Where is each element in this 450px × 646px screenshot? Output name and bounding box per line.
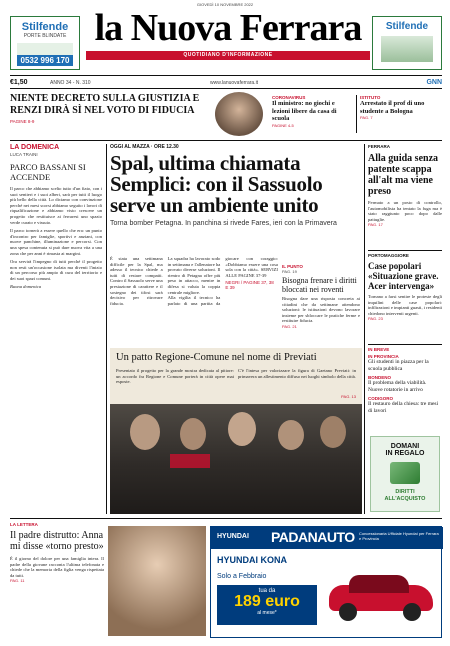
left-paragraph: Il parco che abbiamo scelto tutto d'un fiato, con i suoi sentieri e i suoi alberi, sarà per tutti il luogo più bello della città. Lo diciamo con convinzione perché nei mesi scorsi abbiamo seguito i lavori di riqualificazione e abbiamo visto crescere un progetto che restituisce ai ferraresi uno spazio verde curato e vissuto. bbox=[10, 186, 102, 225]
main-paragraph: Alla vigilia il tecnico ha parlato di una partita da giocare con coraggio: «Dobbiamo essere una cosa sola con la città». SERVIZI ALLE PAGINE 37-39 bbox=[167, 256, 278, 306]
right1-body: Fermato a un posto di controllo, l'automobilista ha tentato la fuga ma è stato raggiunto poco dopo dalle pattuglie. bbox=[368, 200, 442, 222]
car-illustration bbox=[323, 563, 437, 623]
mid-ref: PAG. 21 bbox=[282, 323, 297, 329]
brief-kicker: IN BREVE bbox=[368, 347, 390, 352]
right1-section: FERRARA bbox=[368, 144, 390, 149]
ad-price: 189 euro bbox=[234, 593, 300, 610]
brief-text: Il restauro della chiesa: tre mesi di lavori bbox=[368, 401, 439, 414]
left-title: PARCO BASSANI SI ACCENDE bbox=[10, 162, 86, 182]
mid-kicker: IL PUNTO bbox=[282, 264, 303, 269]
left-paragraph: Ora servirà l'impegno di tutti perché il progetto non resti un'occasione isolata ma diventi l'inizio di un percorso più ampio di cura del territorio e dei suoi spazi comuni. bbox=[10, 259, 102, 281]
teaser-istituto[interactable] bbox=[360, 95, 442, 135]
right1-ref: PAG. 17 bbox=[368, 222, 383, 228]
masthead-title: la Nuova Ferrara bbox=[94, 7, 362, 49]
masthead-tagline: QUOTIDIANO D'INFORMAZIONE bbox=[86, 51, 370, 60]
gift-icon bbox=[390, 462, 420, 484]
ad-brand-right: Stilfende bbox=[385, 21, 429, 32]
main-deck: Torna bomber Petagna. In panchina si rivede Fares, ieri con la Primavera bbox=[110, 220, 337, 227]
right2-title: Case popolari «Situazione grave. Acer intervenga» bbox=[368, 261, 439, 291]
main-ref: NEGRI / PAGINE 37, 38 E 39 bbox=[225, 280, 274, 291]
promo-cta: DIRITTI ALL'ACQUISTO bbox=[384, 489, 426, 502]
teaser2-title: Arrestato il prof di uno studente a Bologna bbox=[360, 100, 425, 115]
list-item[interactable] bbox=[368, 354, 442, 372]
teaser1-kicker: CORONAVIRUS bbox=[272, 95, 306, 100]
left-author: LUCA TRAINI bbox=[10, 152, 38, 157]
website-link[interactable]: www.lanuovaferrara.it bbox=[210, 80, 259, 86]
brief-head: CODIGORO bbox=[368, 396, 394, 401]
main-paragraph: È stata una settimana difficile per la Spal, ma adesso il tecnico chiede a tutti di restare compatti. Contro il Sassuolo serve una prestazione di carattere e il sostegno dei tifosi sarà decisivo per ritrovare fiducia. bbox=[110, 256, 163, 306]
ad-dealer-info: Concessionaria Ufficiale Hyundai per Ferrara e Provincia bbox=[359, 531, 439, 541]
brief-text: Il problema della viabilità. Nuove rotatorie in arrivo bbox=[368, 380, 427, 393]
teaser2-ref: PAG. 7 bbox=[360, 115, 373, 120]
list-item[interactable] bbox=[368, 396, 442, 414]
hyundai-ad[interactable] bbox=[210, 526, 442, 638]
photo-story-title: Un patto Regione-Comune nel nome di Previati bbox=[116, 352, 317, 363]
mid-body: Bisogna dare una risposta concreta ai cittadini che da settimane attendono soluzioni: le istituzioni devono lavorare insieme per sbloccare le pratiche ferme e restituire fiducia. bbox=[282, 296, 360, 324]
stilfende-ad-right[interactable] bbox=[372, 16, 442, 70]
gift-promo[interactable] bbox=[370, 436, 440, 512]
issue-date: GIOVEDÌ 10 NOVEMBRE 2022 bbox=[196, 2, 254, 7]
right2-body: Tornano a farsi sentire le proteste degli inquilini delle case popolari: infiltrazioni e impianti guasti, i residenti chiedono interventi urgenti. bbox=[368, 294, 442, 316]
top-story-title: NIENTE DECRETO SULLA GIUSTIZIA E RENZI DIRÀ SÌ NEL VOTO DI FIDUCIA bbox=[10, 93, 200, 116]
year-issue: ANNO 34 - N. 310 bbox=[50, 80, 91, 86]
bottom-story[interactable] bbox=[10, 522, 104, 642]
bottom-ref: PAG. 11 bbox=[10, 578, 25, 584]
main-paragraph: La squadra ha lavorato sodo in settimana e l'allenatore ha provato diverse soluzioni. Il rientro di Petagna offre più peso in attacco, mentre in difesa si valuta la coppia centrale migliore. bbox=[167, 256, 221, 295]
right1-title: Alla guida senza patente scappa all'alt ma viene preso bbox=[368, 153, 439, 197]
teaser1-title: Il ministro: no giochi e lezioni libere da casa di scuola bbox=[272, 100, 337, 122]
list-item[interactable] bbox=[368, 375, 442, 393]
right2-ref: PAG. 23 bbox=[368, 316, 383, 322]
minister-photo bbox=[215, 92, 263, 136]
teaser-coronavirus[interactable] bbox=[272, 95, 352, 135]
ad-phone: 0532 996 170 bbox=[17, 55, 73, 66]
bottom-section: LA LETTERA bbox=[10, 522, 38, 527]
left-section: LA DOMENICA bbox=[10, 144, 60, 151]
mid-sub: PAG. 19 bbox=[282, 269, 297, 274]
ad-brand: Stilfende bbox=[21, 21, 69, 33]
bottom-body: È il giorno del dolore per una famiglia intera. Il padre della giovane racconta l'ultima telefonata e chiede che la memoria della figlia venga rispettata da tutti. bbox=[10, 556, 104, 578]
right2-section: PORTOMAGGIORE bbox=[368, 253, 409, 258]
stilfende-ad-left[interactable] bbox=[10, 16, 80, 70]
ad-model: HYUNDAI KONA bbox=[217, 555, 288, 565]
photo-col1: Presentato il progetto per la grande mostra dedicata al pittore: un accordo fra Regione e Comune porterà in città opere mai esposte. bbox=[116, 368, 234, 385]
ad-offer: Solo a Febbraio bbox=[217, 573, 267, 580]
ad-sub: PORTE BLINDATE bbox=[23, 33, 67, 39]
brief-text: Gli studenti in piazza per la scuola pubblica bbox=[368, 359, 429, 372]
teaser1-ref: PAGINE 4-5 bbox=[272, 122, 294, 128]
promo-line1: DOMANI bbox=[390, 443, 420, 450]
right-story-2[interactable] bbox=[368, 253, 442, 337]
price: €1,50 bbox=[10, 79, 28, 86]
brief-head: IN PROVINCIA bbox=[368, 354, 399, 359]
left-column-editorial[interactable] bbox=[10, 144, 102, 514]
left-end-tag: Buona domenica bbox=[10, 283, 42, 289]
ad-price-prefix: tua da bbox=[258, 588, 276, 594]
photo-ref: PAG. 13 bbox=[341, 394, 356, 399]
main-kicker: OGGI AL MAZZA · ORE 12.30 bbox=[110, 144, 179, 150]
top-story-ref: PAGINE 8-9 bbox=[10, 119, 35, 124]
ad-brand-hyundai: HYUNDAI bbox=[217, 533, 249, 540]
girl-photo bbox=[108, 526, 206, 636]
bottom-title: Il padre distrutto: Anna mi disse «torno presto» bbox=[10, 530, 104, 552]
main-headline: Spal, ultima chiamata Semplici: con il Sassuolo serve un ambiente unito bbox=[110, 151, 323, 217]
right-brief-list bbox=[368, 347, 442, 431]
main-story-body bbox=[110, 256, 278, 348]
top-story[interactable] bbox=[10, 93, 210, 137]
mid-teaser[interactable] bbox=[282, 264, 360, 346]
gnn-logo: GNN bbox=[426, 79, 442, 86]
ad-dealer: PADANAUTO bbox=[271, 529, 355, 545]
promo-line2: IN REGALO bbox=[385, 450, 425, 457]
photo-col2: C'è l'intesa per valorizzare la figura di Gaetano Previati: in primavera un allestimento diffuso nei luoghi simbolo della città. bbox=[238, 368, 356, 379]
brief-head: BONDENO bbox=[368, 375, 392, 380]
mid-title: Bisogna frenare i diritti bloccati nei roventi bbox=[282, 276, 357, 294]
teaser2-kicker: ISTITUTO bbox=[360, 95, 381, 100]
photo-story[interactable] bbox=[110, 348, 362, 514]
people-photo bbox=[110, 404, 362, 514]
ad-price-suffix: al mese* bbox=[257, 610, 277, 616]
left-paragraph: Il parco tornerà a essere quello che era: un punto d'incontro per famiglie, sportivi e anziani, con nuove panchine, illuminazione e percorsi. Con una spesa contenuta si può dare nuova vita a una zona che per anni è rimasta ai margini. bbox=[10, 228, 102, 256]
